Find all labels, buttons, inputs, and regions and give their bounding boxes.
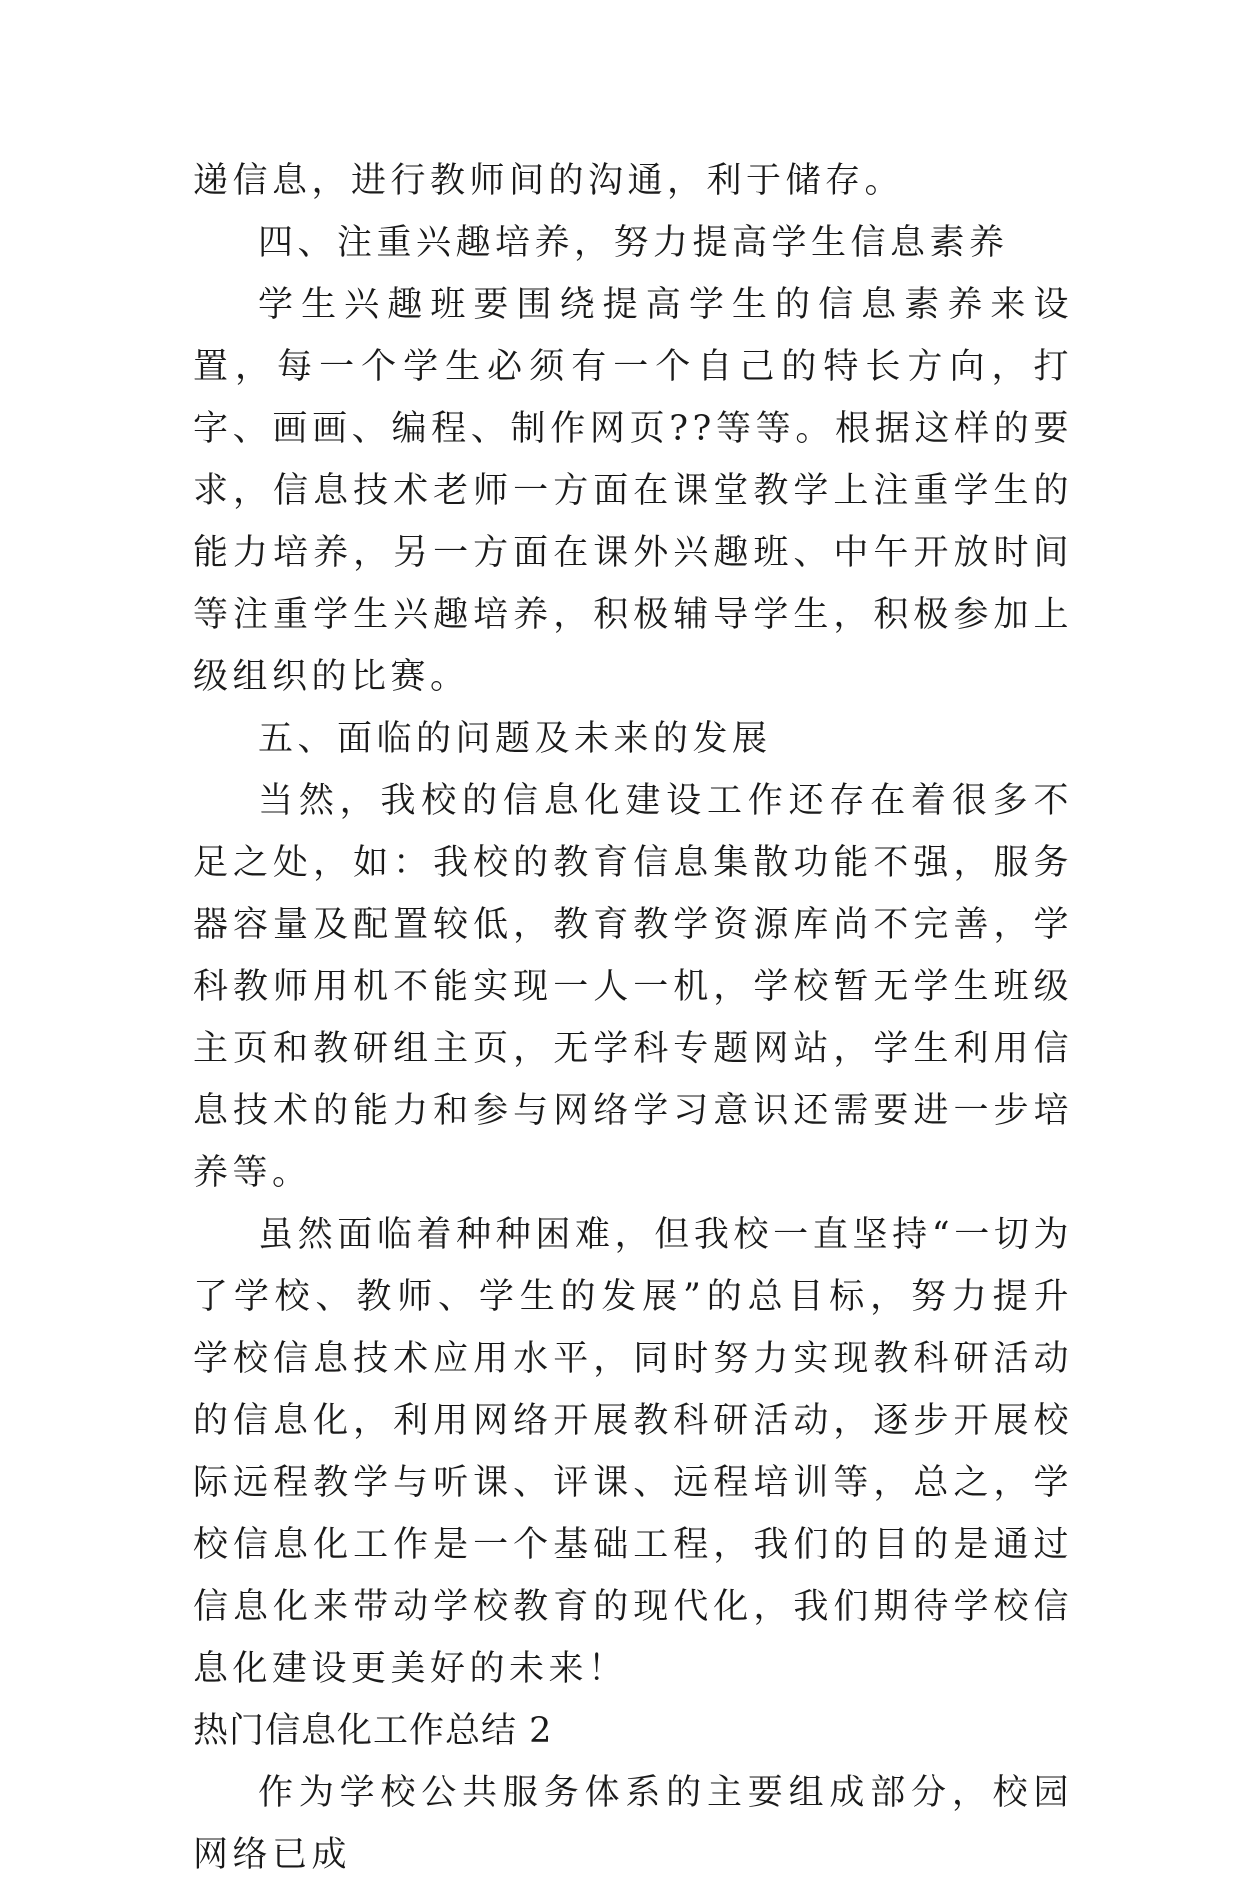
paragraph-interest-classes: 学生兴趣班要围绕提高学生的信息素养来设置，每一个学生必须有一个自己的特长方向，打字、画画、编程、制作网页??等等。根据这样的要求，信息技术老师一方面在课堂教学上注重学生的能力培养，另一方面在课外兴趣班、中午开放时间等注重学生兴趣培养，积极辅导学生，积极参加上级组织的比赛。 — [193, 285, 1073, 697]
section-heading-four: 四、注重兴趣培养，努力提高学生信息素养 — [258, 223, 1009, 263]
document-section-title: 热门信息化工作总结 2 — [193, 1711, 553, 1751]
paragraph-continuation: 递信息，进行教师间的沟通，利于储存。 — [193, 161, 905, 201]
document-body — [193, 150, 1073, 1886]
paragraph-future: 虽然面临着种种困难，但我校一直坚持“一切为了学校、教师、学生的发展”的总目标，努力提升学校信息技术应用水平，同时努力实现教科研活动的信息化，利用网络开展教科研活动，逐步开展校际远程教学与听课、评课、远程培训等，总之，学校信息化工作是一个基础工程，我们的目的是通过信息化来带动学校教育的现代化，我们期待学校信息化建设更美好的未来！ — [193, 1215, 1073, 1689]
paragraph-problems: 当然，我校的信息化建设工作还存在着很多不足之处，如：我校的教育信息集散功能不强，服务器容量及配置较低，教育教学资源库尚不完善，学科教师用机不能实现一人一机，学校暂无学生班级主页和教研组主页，无学科专题网站，学生利用信息技术的能力和参与网络学习意识还需要进一步培养等。 — [193, 781, 1073, 1193]
paragraph-campus-network: 作为学校公共服务体系的主要组成部分，校园网络已成 — [193, 1773, 1073, 1875]
section-heading-five: 五、面临的问题及未来的发展 — [258, 719, 772, 759]
